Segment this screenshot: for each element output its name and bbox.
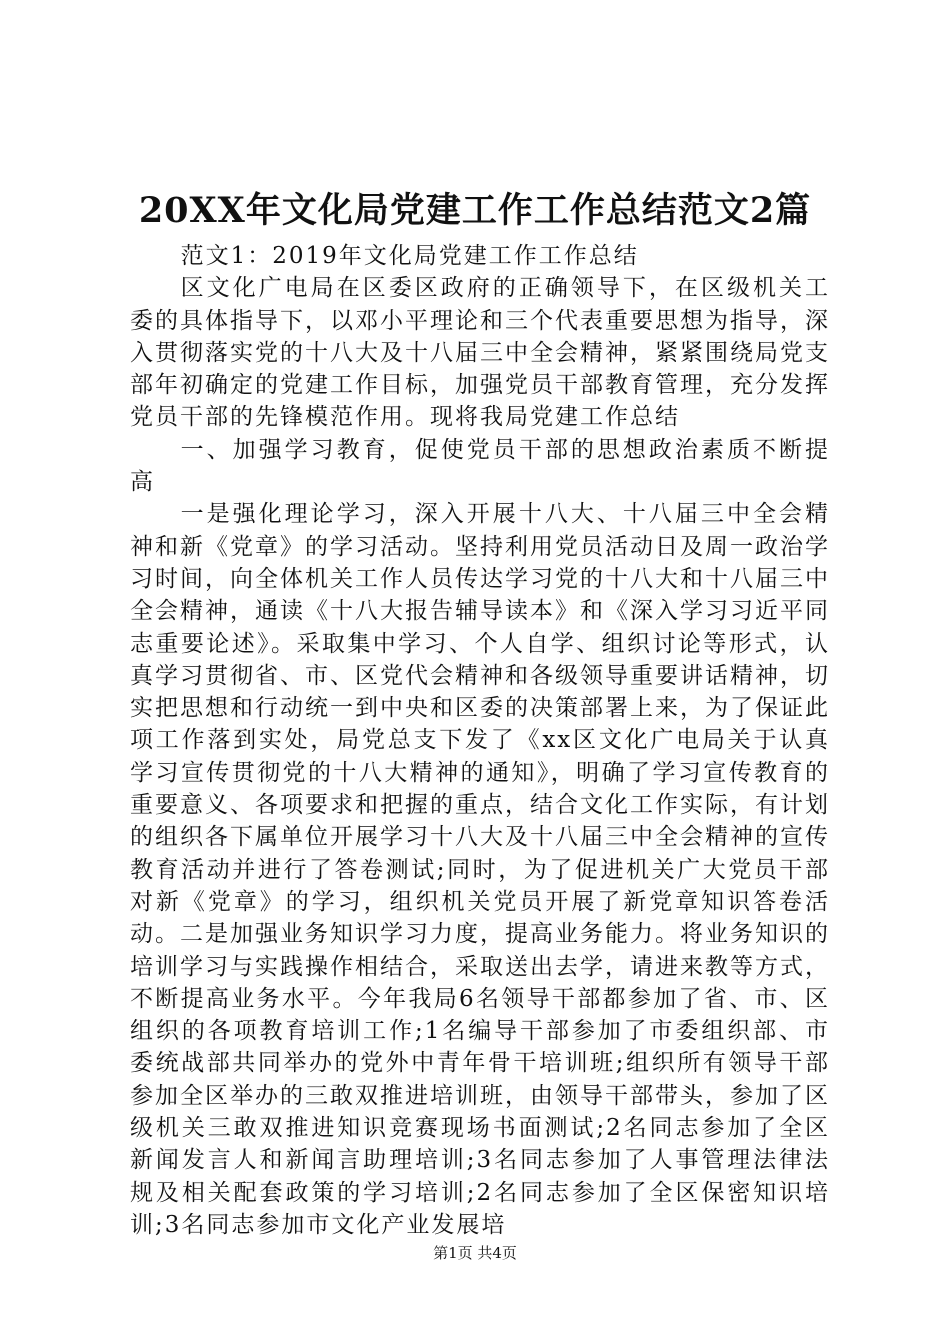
body-paragraph: 一是强化理论学习，深入开展十八大、十八届三中全会精神和新《党章》的学习活动。坚持利用党员活动日及周一政治学习时间，向全体机关工作人员传达学习党的十八大和十八届三中全会精神，通读《十八大报告辅导读本》和《深入学习习近平同志重要论述》。采取集中学习、个人自学、组织讨论等形式，认真学习贯彻省、市、区党代会精神和各级领导重要讲话精神，切实把思想和行动统一到中央和区委的决策部署上来，为了保证此项工作落到实处，局党总支下发了《xx区文化广电局关于认真学习宣传贯彻党的十八大精神的通知》，明确了学习宣传教育的重要意义、各项要求和把握的重点，结合文化工作实际，有计划的组织各下属单位开展学习十八大及十八届三中全会精神的宣传教育活动并进行了答卷测试;同时，为了促进机关广大党员干部对新《党章》的学习，组织机关党员开展了新党章知识答卷活动。二是加强业务知识学习力度，提高业务能力。将业务知识的培训学习与实践操作相结合，采取送出去学，请进来教等方式，不断提高业务水平。今年我局6名领导干部都参加了省、市、区组织的各项教育培训工作;1名编导干部参加了市委组织部、市委统战部共同举办的党外中青年骨干培训班;组织所有领导干部参加全区举办的三敢双推进培训班，由领导干部带头，参加了区级机关三敢双推进知识竞赛现场书面测试;2名同志参加了全区新闻发言人和新闻言助理培训;3名同志参加了人事管理法律法规及相关配套政策的学习培训;2名同志参加了全区保密知识培训;3名同志参加市文化产业发展培	[130, 501, 830, 1238]
intro-paragraph: 区文化广电局在区委区政府的正确领导下，在区级机关工委的具体指导下，以邓小平理论和三个代表重要思想为指导，深入贯彻落实党的十八大及十八届三中全会精神，紧紧围绕局党支部年初确定的党建工作目标，加强党员干部教育管理，充分发挥党员干部的先锋模范作用。现将我局党建工作总结	[130, 275, 830, 431]
section-subtitle: 范文1：2019年文化局党建工作工作总结	[180, 243, 639, 269]
page-footer: 第1页 共4页	[433, 1244, 517, 1262]
document-body	[130, 240, 830, 1241]
section-heading: 一、加强学习教育，促使党员干部的思想政治素质不断提高	[130, 436, 830, 496]
page-title: 20XX年文化局党建工作工作总结范文2篇	[138, 190, 812, 231]
